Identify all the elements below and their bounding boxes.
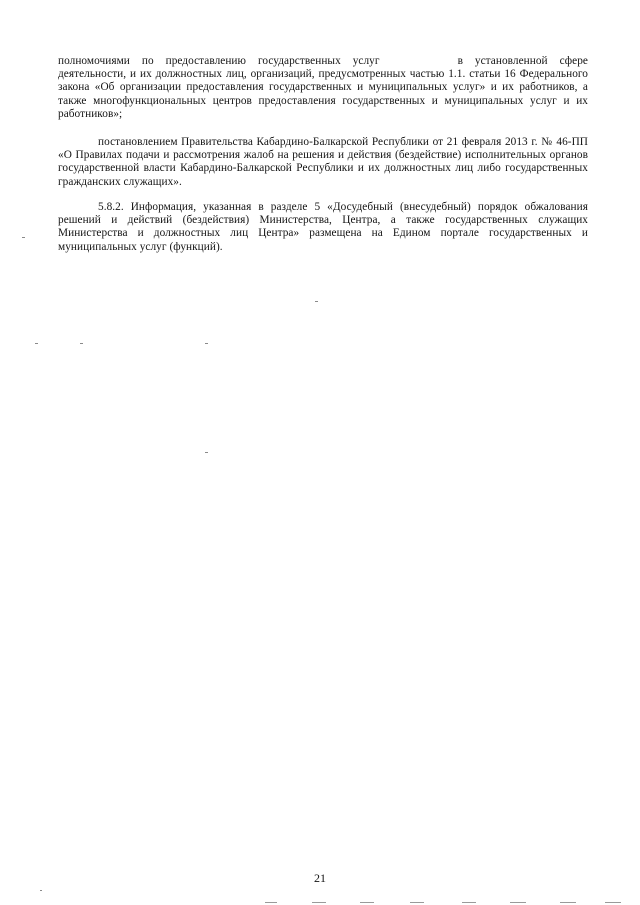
scan-edge-mark	[312, 902, 326, 903]
scan-edge-mark	[560, 902, 576, 903]
scan-edge-mark	[265, 902, 277, 903]
paragraph-1-rest: в установленной сфере деятельности, и их должностных лиц, организаций, предусмотренных частью 1.1. статьи 16 Федерального закона «Об организации предоставления государственных и муниципальных услуг» и их работников, а также многофункциональных центров предоставления государственных и муниципальных услуг и их работников»;	[58, 55, 588, 120]
scan-edge-mark	[462, 902, 476, 903]
scan-edge-mark	[410, 902, 424, 903]
scan-speck	[205, 452, 208, 453]
paragraph-2	[58, 136, 588, 189]
scan-edge-mark	[510, 902, 526, 903]
paragraph-3-text: 5.8.2. Информация, указанная в разделе 5 «Досудебный (внесудебный) порядок обжалования решений и действий (бездействия) Министерства, Центра, а также государственных служащих Министерства и должностных лиц Центра» размещена на Едином портале государственных и муниципальных услуг (функций).	[58, 201, 588, 253]
scan-speck	[80, 343, 83, 344]
page-number: 21	[314, 871, 326, 885]
scan-speck	[22, 237, 25, 238]
paragraph-2-text: постановлением Правительства Кабардино-Балкарской Республики от 21 февраля 2013 г. № 46-ПП «О Правилах подачи и рассмотрения жалоб на решения и действия (бездействие) исполнительных органов государственной власти Кабардино-Балкарской Республики и их должностных лиц либо государственных гражданских служащих».	[58, 136, 588, 188]
scan-speck	[35, 343, 38, 344]
paragraph-3	[58, 201, 588, 254]
paragraph-1-start: полномочиями по предоставлению государственных услуг	[58, 55, 380, 67]
scan-edge-mark	[360, 902, 374, 903]
scan-speck	[205, 343, 208, 344]
scan-speck	[40, 890, 42, 891]
scan-edge-mark	[605, 902, 621, 903]
scan-speck	[315, 301, 318, 302]
paragraph-1	[58, 55, 588, 121]
